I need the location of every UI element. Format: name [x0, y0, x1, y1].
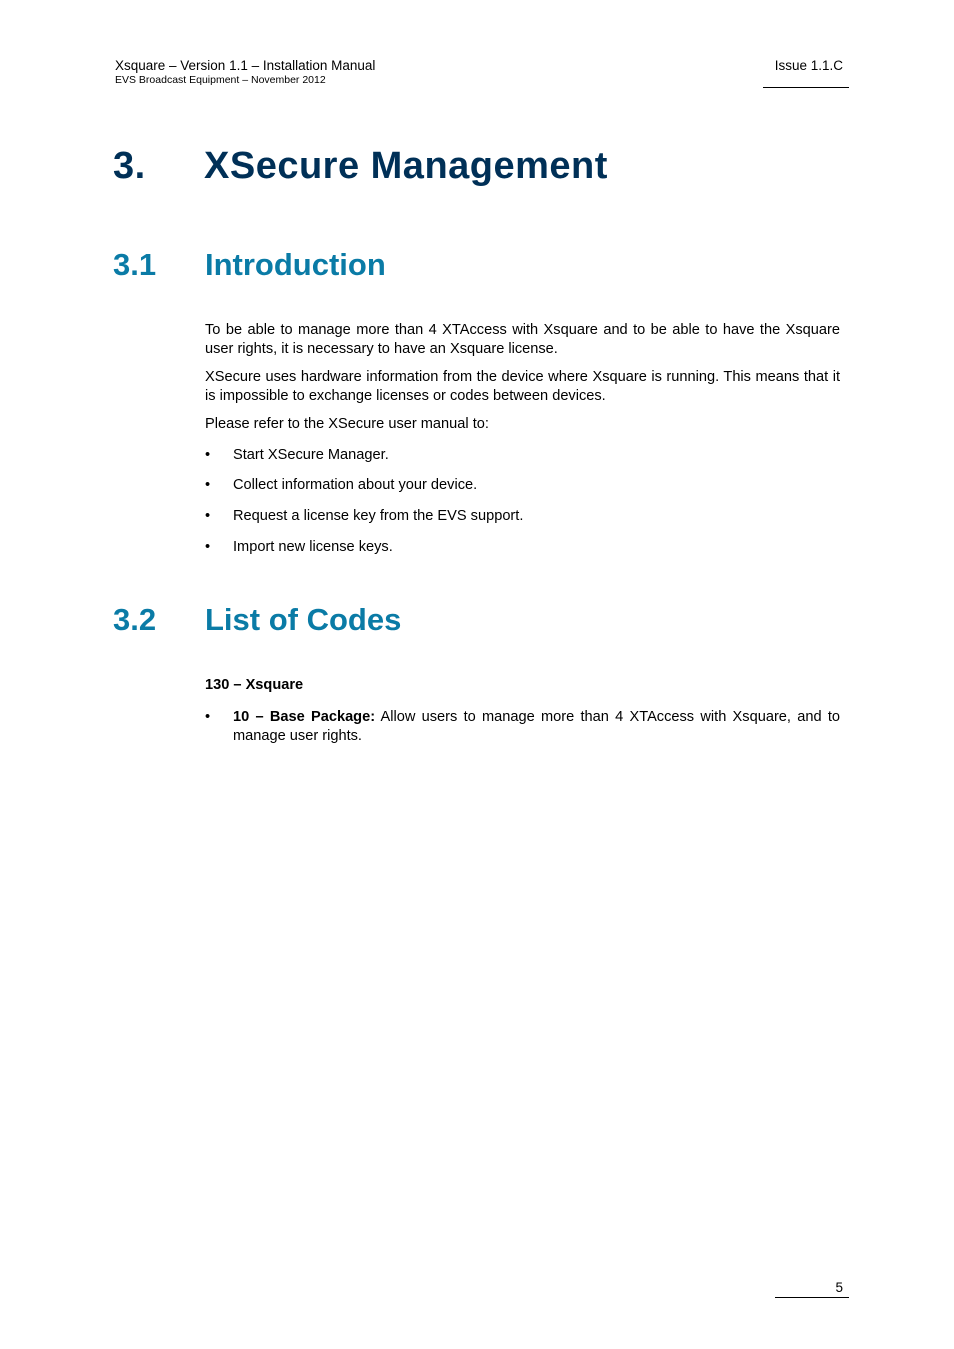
bullet-icon: • [205, 477, 211, 493]
section-heading-list-of-codes [113, 602, 401, 638]
list-item-text: Import new license keys. [233, 539, 393, 555]
bullet-icon: • [205, 709, 211, 725]
header-rule [763, 87, 849, 88]
header-subtitle: EVS Broadcast Equipment – November 2012 [115, 74, 326, 86]
list-item-text: Request a license key from the EVS support. [233, 508, 524, 524]
list-item [205, 538, 840, 557]
header-issue: Issue 1.1.C [774, 58, 843, 73]
code-item-label: 10 – Base Package: [233, 709, 376, 725]
intro-paragraph-1: To be able to manage more than 4 XTAccess with Xsquare and to be able to have the Xsquare user rights, it is necessary to have an Xsquare license. [205, 322, 840, 357]
code-list-item [205, 708, 840, 745]
bullet-icon: • [205, 539, 211, 555]
header-title: Xsquare – Version 1.1 – Installation Manual [115, 58, 376, 73]
code-item-text [233, 708, 840, 745]
chapter-heading [113, 145, 608, 188]
section-title: List of Codes [205, 602, 402, 637]
chapter-title: XSecure Management [204, 145, 608, 187]
bullet-icon: • [205, 508, 211, 524]
section-number: 3.2 [113, 602, 157, 637]
list-item [205, 476, 840, 495]
page-number: 5 [835, 1280, 843, 1295]
section-number: 3.1 [113, 247, 157, 282]
chapter-number: 3. [113, 145, 146, 187]
list-item-text: Start XSecure Manager. [233, 447, 389, 463]
bullet-icon: • [205, 447, 211, 463]
intro-paragraph-3: Please refer to the XSecure user manual to: [205, 416, 489, 432]
footer-rule [775, 1297, 849, 1298]
code-item-description: Allow users to manage more than 4 XTAccess with Xsquare, and to manage user rights. [233, 709, 840, 744]
list-item [205, 446, 840, 465]
intro-paragraph-2: XSecure uses hardware information from the device where Xsquare is running. This means that it is impossible to exchange licenses or codes between devices. [205, 369, 840, 404]
list-item-text: Collect information about your device. [233, 477, 478, 493]
list-item [205, 507, 840, 526]
section-title: Introduction [205, 247, 386, 282]
product-code-heading: 130 – Xsquare [205, 677, 304, 693]
section-heading-introduction [113, 247, 386, 283]
